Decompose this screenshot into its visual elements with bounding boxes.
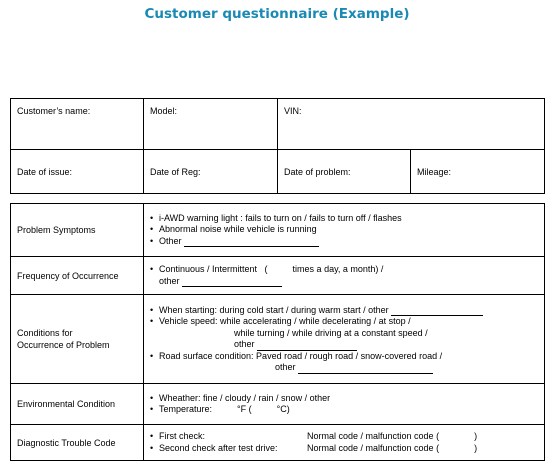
symptom-line-2: Abnormal noise while vehicle is running [159,224,317,235]
model-field[interactable] [144,99,278,150]
temperature-line: Temperature: °F ( °C) [159,404,290,414]
speed-other-blank[interactable] [257,342,357,351]
road-other-label: other [275,362,296,372]
problem-symptoms-label: Problem Symptoms [11,204,144,257]
symptom-other-blank[interactable] [184,238,319,247]
model-label: Model: [150,106,178,116]
vehicle-info-table [10,98,545,194]
weather-line: Wheather: fine / cloudy / rain / snow / other [159,392,331,403]
environment-label: Environmental Condition [11,384,144,425]
environment-cell: • Wheather: fine / cloudy / rain / snow / other • Temperature: °F ( °C) [144,384,545,425]
problem-details-table [10,203,545,461]
second-check-code: Normal code / malfunction code ( ) [307,442,478,453]
frequency-label: Frequency of Occurrence [11,257,144,295]
road-surface-condition: Road surface condition: Paved road / rough road / snow-covered road / [159,350,443,361]
vin-label: VIN: [284,106,302,116]
date-of-issue-field[interactable] [11,150,144,194]
conditions-label-2: Occurrence of Problem [17,340,110,350]
mileage-label: Mileage: [417,166,452,177]
road-other-blank[interactable] [298,365,433,374]
date-of-reg-field[interactable] [144,150,278,194]
starting-condition: When starting: during cold start / during warm start / other [159,304,389,315]
frequency-line-1: Continuous / Intermittent ( times a day, a month) / [159,264,384,274]
dtc-label: Diagnostic Trouble Code [11,425,144,461]
symptom-line-1: i-AWD warning light : fails to turn on / fails to turn off / flashes [159,212,402,223]
mileage-field[interactable] [411,150,545,194]
speed-other-label: other [234,339,255,349]
problem-symptoms-cell: • i-AWD warning light : fails to turn on / fails to turn off / flashes • Abnormal noise while vehicle is running • Other [144,204,545,257]
customer-name-label: Customer’s name: [17,106,91,116]
frequency-cell: • Continuous / Intermittent ( times a day, a month) / other [144,257,545,295]
starting-other-blank[interactable] [391,307,483,316]
customer-name-field[interactable] [11,99,144,150]
vehicle-speed-condition-2: while turning / while driving at a constant speed / [234,327,428,338]
first-check-code: Normal code / malfunction code ( ) [307,431,478,441]
date-of-problem-label: Date of problem: [284,166,351,177]
dtc-cell: • First check: Normal code / malfunction code ( ) • Second check after test drive: Normal code / malfunction code ( ) [144,425,545,461]
frequency-other-blank[interactable] [182,278,282,287]
conditions-label-1: Conditions for [17,328,73,338]
symptom-other-label: Other [159,235,182,246]
first-check-label: First check: [159,431,206,441]
date-of-problem-field[interactable] [278,150,411,194]
vehicle-speed-condition: Vehicle speed: while accelerating / while decelerating / at stop / [159,316,411,326]
date-of-reg-label: Date of Reg: [150,166,201,177]
second-check-label: Second check after test drive: [159,442,278,453]
frequency-other-label: other [159,275,180,286]
conditions-label-cell [11,295,144,384]
page-title: Customer questionnaire (Example) [144,6,410,22]
date-of-issue-label: Date of issue: [17,166,73,177]
vin-field[interactable] [278,99,545,150]
conditions-cell: • When starting: during cold start / during warm start / other • Vehicle speed: while accelerating / while decelerating / at stop / while turning / while driving at a constant speed / other • Road surface condition: Paved road / rough road / snow-covered road / other [144,295,545,384]
